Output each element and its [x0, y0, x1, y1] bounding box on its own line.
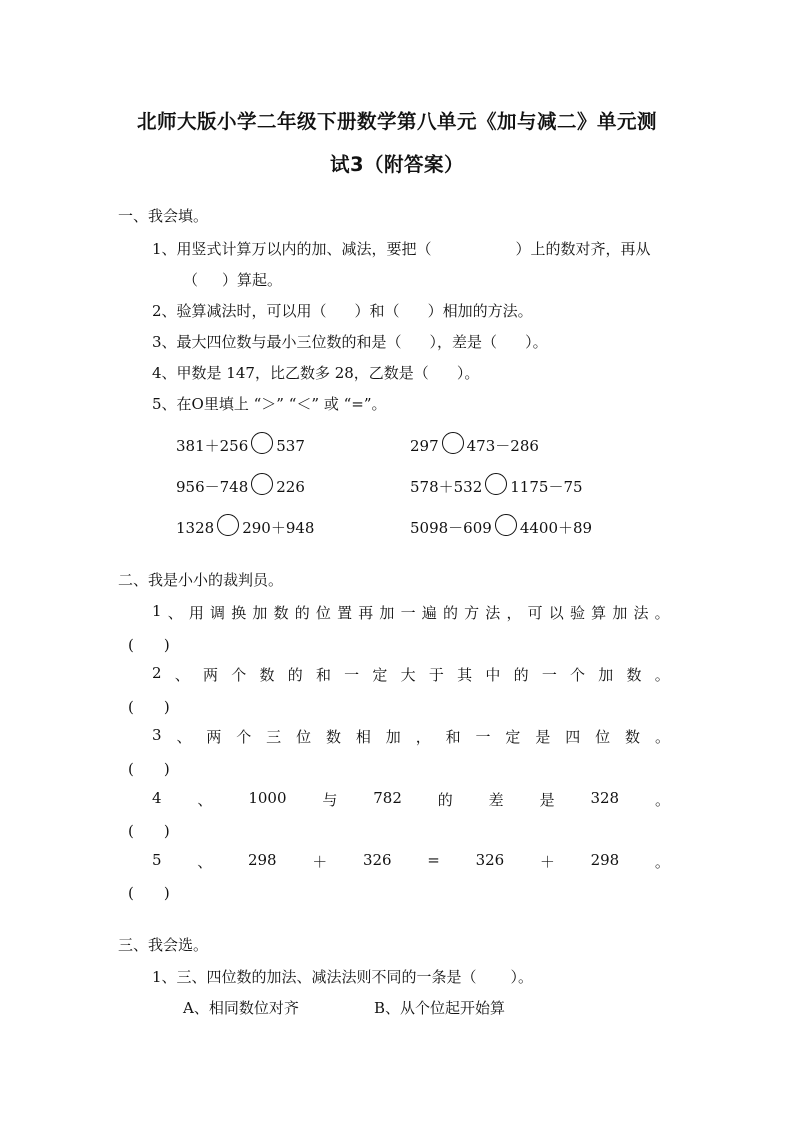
q1-2-text-b: ）和（: [354, 302, 400, 320]
judge-token: 验: [569, 604, 585, 622]
compare-left: 578＋532: [410, 478, 483, 496]
judge-token: 可: [527, 604, 543, 622]
judge-token: 位: [296, 728, 312, 746]
q3-1-text-a: 1、三、四位数的加法、减法法则不同的一条是（: [152, 968, 477, 986]
judge-token: 、: [174, 666, 190, 684]
judge-token: 一: [400, 604, 416, 622]
judge-token: 326: [475, 851, 505, 869]
judge-item-3: [152, 726, 670, 747]
judge-token: 法: [485, 604, 501, 622]
q1-1-text-d: ）算起。: [222, 271, 283, 289]
judge-token: 298: [590, 851, 620, 869]
judge-token: 于: [428, 666, 444, 684]
question-1-3: [152, 331, 548, 352]
judge-token: 位: [315, 604, 331, 622]
compare-item-2: [410, 432, 539, 456]
judge-token: 。: [654, 853, 670, 871]
judge-token: 的: [513, 666, 529, 684]
judge-token: 调: [210, 604, 226, 622]
compare-right: 473－286: [466, 437, 539, 455]
judge-token: 置: [337, 604, 353, 622]
judge-token: 是: [539, 791, 555, 809]
judge-token: 加: [252, 604, 268, 622]
compare-item-4: [410, 473, 583, 497]
judge-token: 数: [259, 666, 275, 684]
judge-token: 个: [231, 666, 247, 684]
compare-left: 381＋256: [176, 437, 249, 455]
judge-item-1: [152, 602, 670, 623]
judge-token: 数: [273, 604, 289, 622]
judge-token: 数: [626, 666, 642, 684]
judge-token: ，: [506, 604, 522, 622]
q3-1-text-b: ）。: [510, 968, 534, 986]
compare-right: 226: [276, 478, 305, 496]
judge-token: 加: [379, 604, 395, 622]
judge-token: 个: [570, 666, 586, 684]
judge-token: 差: [488, 791, 504, 809]
judge-answer-5[interactable]: ( ): [128, 884, 170, 902]
judge-token: 。: [654, 666, 670, 684]
judge-token: 加: [612, 604, 628, 622]
judge-token: 1: [152, 602, 162, 620]
judge-token: 的: [437, 791, 453, 809]
judge-token: 加: [598, 666, 614, 684]
judge-token: 。: [654, 791, 670, 809]
judge-token: 方: [464, 604, 480, 622]
option-b[interactable]: B、从个位起开始算: [374, 999, 506, 1017]
judge-token: 一: [475, 728, 491, 746]
judge-token: 一: [541, 666, 557, 684]
judge-token: 定: [505, 728, 521, 746]
judge-item-5: [152, 851, 670, 872]
compare-left: 1328: [176, 519, 215, 537]
judge-token: 2: [152, 664, 162, 682]
compare-item-3: [176, 473, 305, 497]
judge-token: 。: [654, 604, 670, 622]
judge-token: 、: [176, 728, 192, 746]
question-1-5: 5、在O里填上 “＞” “＜” 或 “=”。: [152, 395, 387, 413]
judge-token: 定: [372, 666, 388, 684]
q1-3-text-b: ），差是（: [429, 333, 498, 351]
judge-token: 法: [633, 604, 649, 622]
judge-token: 5: [152, 851, 162, 869]
judge-token: 再: [358, 604, 374, 622]
question-1-1-cont: [183, 269, 282, 290]
question-1-2: [152, 300, 533, 321]
judge-token: 的: [442, 604, 458, 622]
compare-item-5: [176, 514, 314, 538]
compare-right: 290＋948: [242, 519, 315, 537]
page-title-line-2: 试3（附答案）: [329, 153, 465, 176]
judge-token: 换: [231, 604, 247, 622]
q1-3-text-c: ）。: [525, 333, 548, 351]
judge-token: 的: [294, 604, 310, 622]
judge-answer-1[interactable]: ( ): [128, 636, 170, 654]
compare-left: 956－748: [176, 478, 249, 496]
judge-token: 四: [565, 728, 581, 746]
judge-token: 其: [457, 666, 473, 684]
judge-item-2: [152, 664, 670, 685]
q1-3-text-a: 3、最大四位数与最小三位数的和是（: [152, 333, 402, 351]
judge-token: 与: [322, 791, 338, 809]
compare-right: 1175－75: [510, 478, 583, 496]
question-3-1: [152, 966, 533, 987]
judge-token: 4: [152, 789, 162, 807]
judge-token: =: [427, 851, 440, 869]
judge-token: 中: [485, 666, 501, 684]
judge-token: 3: [152, 726, 162, 744]
page-title-line-1: 北师大版小学二年级下册数学第八单元《加与减二》单元测: [136, 110, 657, 133]
judge-token: 遍: [421, 604, 437, 622]
q1-4-text-a: 4、甲数是 147，比乙数多 28，乙数是（: [152, 364, 429, 382]
compare-left: 297: [410, 437, 439, 455]
judge-token: 1000: [248, 789, 287, 807]
judge-token: 一: [344, 666, 360, 684]
judge-token: 。: [654, 728, 670, 746]
section-1-heading: 一、我会填。: [118, 207, 209, 225]
answer-circle[interactable]: [251, 473, 273, 495]
judge-token: 、: [167, 604, 183, 622]
option-a[interactable]: A、相同数位对齐: [183, 999, 299, 1017]
judge-token: 以: [548, 604, 564, 622]
judge-token: ＋: [539, 853, 555, 871]
judge-token: 326: [362, 851, 392, 869]
compare-left: 5098－609: [410, 519, 492, 537]
q1-4-text-b: ）。: [456, 364, 480, 382]
compare-right: 537: [276, 437, 305, 455]
compare-item-6: [410, 514, 592, 538]
q1-2-text-a: 2、验算减法时，可以用（: [152, 302, 327, 320]
question-1-4: [152, 362, 479, 383]
q1-1-text-a: 1、用竖式计算万以内的加、减法，要把（: [152, 240, 432, 258]
judge-token: 个: [236, 728, 252, 746]
judge-token: 的: [287, 666, 303, 684]
section-3-heading: 三、我会选。: [118, 936, 209, 954]
judge-token: 298: [247, 851, 277, 869]
answer-circle[interactable]: [485, 473, 507, 495]
judge-token: 两: [203, 666, 219, 684]
compare-item-1: [176, 432, 305, 456]
judge-answer-2[interactable]: ( ): [128, 698, 170, 716]
judge-token: 和: [445, 728, 461, 746]
judge-token: 两: [206, 728, 222, 746]
judge-token: 大: [400, 666, 416, 684]
answer-circle[interactable]: [442, 432, 464, 454]
judge-token: 位: [595, 728, 611, 746]
judge-token: 、: [197, 791, 213, 809]
judge-token: 是: [535, 728, 551, 746]
judge-token: 用: [188, 604, 204, 622]
judge-token: 三: [266, 728, 282, 746]
answer-circle[interactable]: [495, 514, 517, 536]
judge-answer-4[interactable]: ( ): [128, 822, 170, 840]
judge-token: ，: [415, 728, 431, 746]
judge-token: 782: [373, 789, 402, 807]
q1-1-text-c: （: [183, 271, 199, 289]
answer-circle[interactable]: [251, 432, 273, 454]
judge-token: 加: [385, 728, 401, 746]
answer-circle[interactable]: [217, 514, 239, 536]
judge-token: 数: [625, 728, 641, 746]
compare-right: 4400＋89: [519, 519, 593, 537]
judge-token: 和: [315, 666, 331, 684]
q1-1-text-b: ）上的数对齐，再从: [515, 240, 651, 258]
q1-2-text-c: ）相加的方法。: [427, 302, 533, 320]
judge-token: 算: [591, 604, 607, 622]
judge-token: 、: [197, 853, 213, 871]
judge-token: ＋: [312, 853, 328, 871]
judge-answer-3[interactable]: ( ): [128, 760, 170, 778]
question-1-1: [152, 238, 651, 259]
section-2-heading: 二、我是小小的裁判员。: [118, 571, 284, 589]
judge-token: 相: [355, 728, 371, 746]
judge-token: 328: [590, 789, 620, 807]
judge-item-4: [152, 789, 670, 810]
judge-token: 数: [325, 728, 341, 746]
